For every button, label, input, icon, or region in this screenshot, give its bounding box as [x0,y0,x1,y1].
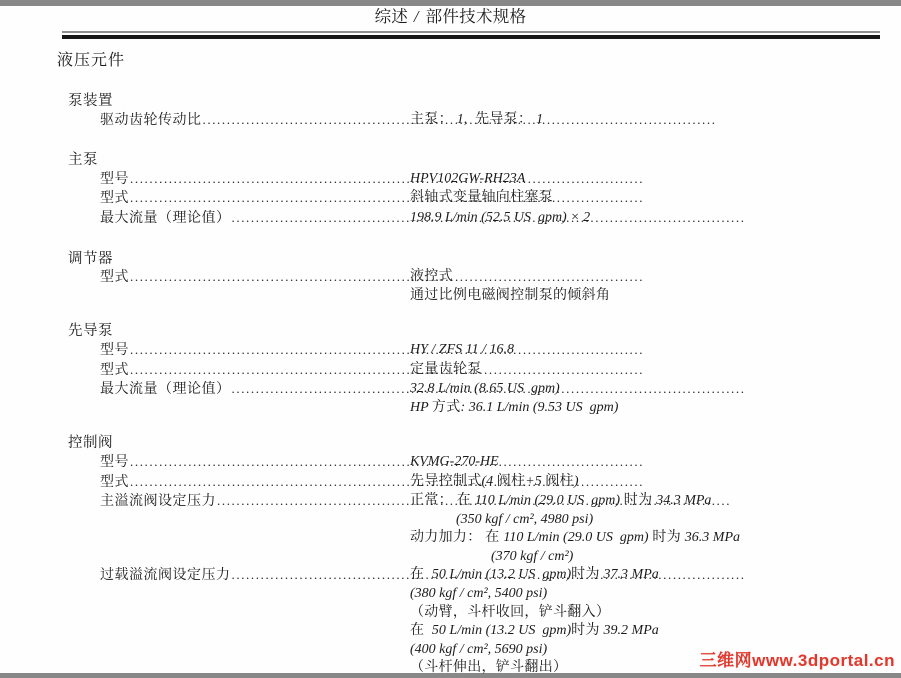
page-title-left: 综述 [374,7,409,26]
value-line: 液控式 [410,269,453,285]
spec-row [100,473,901,493]
value-line: 通过比例电磁阀控制泵的倾斜角 [410,287,611,303]
dot-leader [129,453,648,473]
spec-row [100,189,901,209]
section-heading: 主泵 [68,152,98,169]
value-line: 在 50 L/min (13.2 US gpm)时为 39.2 MPa [410,623,659,639]
spec-row [100,380,901,417]
spec-value [410,492,740,566]
spec-value [410,170,525,189]
dot-leader [129,189,648,209]
value-line: 斜轴式变量轴向柱塞泵 [410,190,553,206]
page-title-slash: / [408,7,426,26]
spec-section-main-pump [0,151,901,228]
value-line: 动力加力： 在 110 L/min (29.0 US gpm) 时为 36.3 MPa [410,530,741,546]
spec-label: 型号 [100,454,129,470]
spec-value [410,111,543,130]
value-line: 32.8 L/min (8.65 US gpm) [410,381,560,397]
value-line: HPV102GW-RH23A [410,170,526,186]
spec-value [410,361,482,380]
spec-row [100,209,901,229]
spec-label: 最大流量（理论值） [100,210,231,226]
spec-row [100,361,901,381]
value-line: HY / ZFS 11 / 16.8 [410,341,514,357]
value-line: KVMG-270-HE [410,453,499,469]
spec-row [100,453,901,473]
spec-row [100,341,901,361]
spec-label: 型号 [100,342,129,358]
spec-label: 最大流量（理论值） [100,382,231,398]
spec-label: 型式 [100,270,129,286]
spec-row [100,170,901,190]
spec-row [100,492,901,566]
value-line: (370 kgf / cm²) [491,548,574,564]
spec-label: 型式 [100,191,129,207]
spec-label: 型式 [100,474,129,490]
value-line: (380 kgf / cm², 5400 psi) [410,586,548,602]
spec-value [410,473,579,492]
value-line: (400 kgf / cm², 5690 psi) [410,641,548,657]
document-page [0,6,901,676]
value-line: 正常： 在 110 L/min (29.0 US gpm) 时为 34.3 MPa [410,493,712,509]
spec-label: 过载溢流阀设定压力 [100,568,231,584]
page-title-right: 部件技术规格 [425,7,527,26]
spec-section-control-valve [0,434,901,678]
watermark: 三维网www.3dportal.cn [699,651,895,670]
spec-value [410,380,618,417]
section-heading: 控制阀 [68,435,113,452]
spec-label: 型式 [100,362,129,378]
section-heading: 调节器 [68,250,113,267]
value-line: （动臂，斗杆收回，铲斗翻入） [410,604,611,620]
spec-label: 驱动齿轮传动比 [100,112,202,128]
page-title [0,6,901,27]
dot-leader [129,170,648,190]
spec-section-pump-device [0,92,901,130]
value-line: 198.9 L/min (52.5 US gpm) × 2 [410,209,591,225]
value-line: 定量齿轮泵 [410,361,482,377]
spec-label: 主溢流阀设定压力 [100,494,216,510]
section-heading: 先导泵 [68,323,113,340]
section-title: 液压元件 [57,52,126,69]
spec-section-pilot-pump [0,322,901,417]
spec-value [410,341,514,360]
spec-row [100,111,901,131]
dot-leader [129,341,648,361]
spec-label: 型号 [100,171,129,187]
spec-value [410,189,553,208]
spec-value [410,209,590,228]
spec-value [410,268,610,305]
spec-value [410,566,659,678]
value-line: （斗杆伸出，铲斗翻出） [410,660,568,676]
value-line: 主泵： 1, 先导泵： 1 [410,111,544,127]
value-line: HP 方式: 36.1 L/min (9.53 US gpm) [410,399,619,415]
spec-section-regulator [0,250,901,306]
value-line: (350 kgf / cm², 4980 psi) [456,511,594,527]
value-line: 在 50 L/min (13.2 US gpm)时为 37.3 MPa [410,567,659,583]
header-rule-thick [62,35,880,39]
header-rule [62,31,880,39]
section-heading: 泵装置 [68,93,113,109]
value-line: 先导控制式(4 阀柱+5 阀柱) [410,473,579,489]
spec-value [410,453,499,472]
dot-leader [129,361,648,381]
spec-row [100,268,901,305]
